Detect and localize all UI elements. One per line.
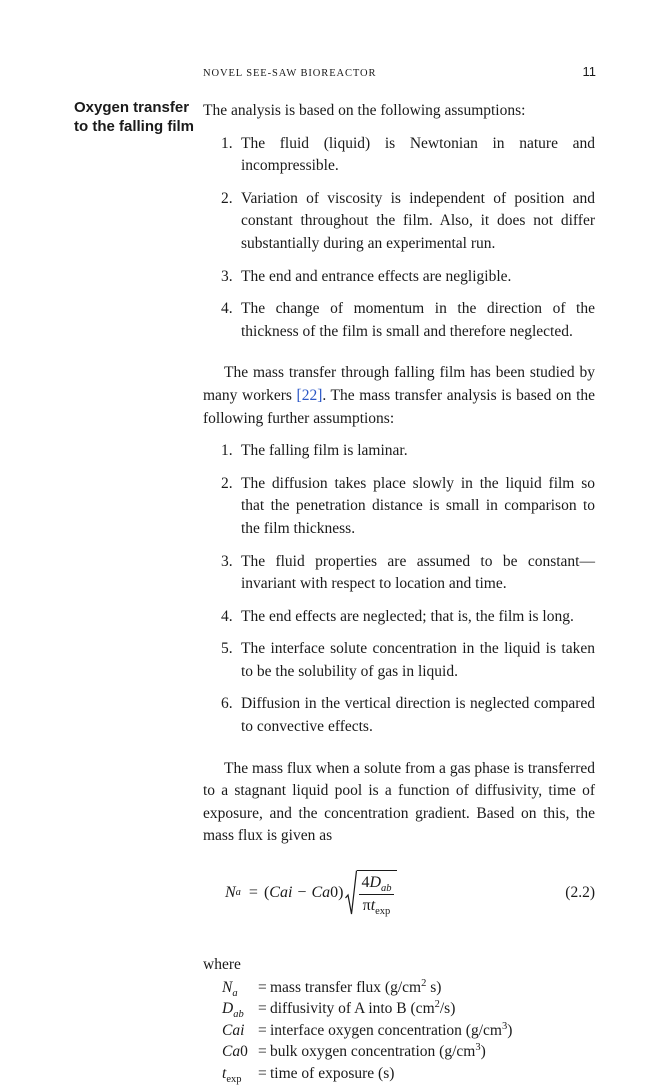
radical-sign-icon [345, 870, 357, 916]
eq-symbol-zero: 0 [330, 883, 339, 901]
definition-text: mass transfer flux ($g/cm^2$ s) [270, 977, 442, 996]
definition-equals: = [258, 1021, 267, 1039]
equation-body: N a = ( Cai − Ca 0 ) $\frac{4D_{ab}}{\pi t_{exp}}$ [225, 870, 397, 916]
list-item-text: The interface solute concentration in the liquid is taken to be the solubility of gas in liquid. [241, 640, 595, 680]
definition-equals: = [258, 1000, 267, 1018]
list-item-text: The fluid (liquid) is Newtonian in nature and incompressible. [241, 134, 595, 175]
equation-2-2 [203, 856, 595, 932]
definition-symbol: $D_{ab}$ [222, 1000, 244, 1021]
list-item [221, 440, 595, 463]
definition-symbol: $t_{exp}$ [222, 1064, 242, 1085]
radicand [357, 870, 396, 916]
assumptions-list [221, 133, 595, 344]
definitions-list [222, 977, 595, 1085]
list-item [221, 133, 595, 178]
list-item [221, 266, 595, 289]
definition-symbol: Ca0 [222, 1043, 248, 1061]
definition-symbol: Cai [222, 1021, 245, 1039]
list-item [221, 638, 595, 683]
mass-flux-paragraph: The mass flux when a solute from a gas phase is transferred to a stagnant liquid pool is a function of diffusivity, time of exposure, and the concentration gradient. Based on this, the mass flux is given as [203, 759, 595, 845]
eq-paren-open: ( [263, 883, 270, 901]
eq-symbol-Cai: Cai [269, 883, 293, 901]
list-item-number: 3. [221, 267, 233, 285]
list-item [221, 188, 595, 256]
list-item [221, 606, 595, 629]
list-item-text: The end effects are neglected; that is, the film is long. [241, 607, 574, 625]
eq-minus: − [297, 883, 307, 901]
list-item-text: The fluid properties are assumed to be constant—invariant with respect to location and time. [241, 552, 595, 593]
list-item-text: The falling film is laminar. [241, 442, 408, 460]
list-item-number: 3. [221, 552, 233, 570]
list-item-number: 2. [221, 189, 233, 207]
list-item [221, 693, 595, 738]
list-item-number: 2. [221, 474, 233, 492]
further-assumptions-list [221, 440, 595, 739]
eq-symbol-Ca: Ca [311, 883, 331, 901]
list-item-text: The end and entrance effects are negligible. [241, 267, 512, 285]
eq-equals: = [248, 883, 258, 901]
fraction [359, 874, 393, 918]
equation-number: (2.2) [565, 884, 595, 902]
page-number: 11 [582, 64, 596, 79]
section-heading-line-2: to the falling film [74, 118, 194, 135]
definition-text: interface oxygen concentration $(g/cm^3)$ [270, 1020, 513, 1039]
fraction-numerator [359, 874, 393, 895]
list-item-number: 1. [221, 442, 233, 460]
list-item-text: The diffusion takes place slowly in the liquid film so that the penetration distance is small in comparison to the film thickness. [241, 474, 595, 537]
definition-row [222, 1063, 595, 1085]
paragraph-text: . The mass transfer analysis is based on the following further assumptions: [203, 386, 595, 427]
section-heading [74, 98, 199, 136]
definition-row [222, 998, 595, 1020]
list-item-number: 6. [221, 695, 233, 713]
eq-subscript: ab [381, 883, 392, 895]
definition-row [222, 1041, 595, 1063]
eq-symbol-t: t [370, 897, 376, 915]
section-heading-line-1: Oxygen transfer [74, 99, 190, 116]
list-item-number: 4. [221, 607, 233, 625]
running-head [203, 64, 596, 79]
list-item-number: 4. [221, 300, 233, 318]
definition-text: time of exposure (s) [270, 1064, 395, 1082]
list-item [221, 551, 595, 596]
list-item-number: 1. [221, 134, 233, 152]
eq-four: 4 [361, 874, 370, 892]
definition-equals: = [258, 1043, 267, 1061]
mass-transfer-paragraph [203, 362, 595, 430]
definition-equals: = [258, 1064, 267, 1082]
paragraph-text: The mass transfer through falling film has been studied by many workers [203, 364, 595, 404]
definition-equals: = [258, 978, 267, 996]
eq-symbol-D: D [369, 874, 381, 892]
citation-link[interactable]: [22] [296, 386, 323, 404]
running-title: NOVEL SEE-SAW BIOREACTOR [203, 68, 377, 79]
eq-paren-close: ) [338, 883, 344, 901]
list-item-number: 5. [221, 640, 233, 658]
list-item-text: The change of momentum in the direction of the thickness of the film is small and therefore neglected. [241, 300, 595, 340]
list-item-text: Variation of viscosity is independent of position and constant throughout the film. Also, it does not differ substantially during an experimental run. [241, 189, 595, 252]
definition-row [222, 977, 595, 999]
definition-text: bulk oxygen concentration $(g/cm^3)$ [270, 1041, 486, 1061]
where-label: where [203, 956, 241, 974]
list-item [221, 298, 595, 343]
body-text [203, 100, 595, 1084]
eq-subscript: exp [375, 906, 391, 918]
definition-symbol: $N_a$ [222, 978, 238, 999]
fraction-denominator [362, 895, 391, 918]
list-item-text: Diffusion in the vertical direction is neglected compared to convective effects. [241, 695, 595, 736]
definition-row [222, 1020, 595, 1042]
eq-pi: π [362, 897, 371, 915]
definition-text: diffusivity of A into B $(cm^2/s)$ [270, 998, 456, 1018]
list-item [221, 473, 595, 541]
eq-symbol-N: N [225, 883, 236, 901]
square-root [345, 870, 396, 916]
intro-paragraph: The analysis is based on the following assumptions: [203, 102, 526, 119]
